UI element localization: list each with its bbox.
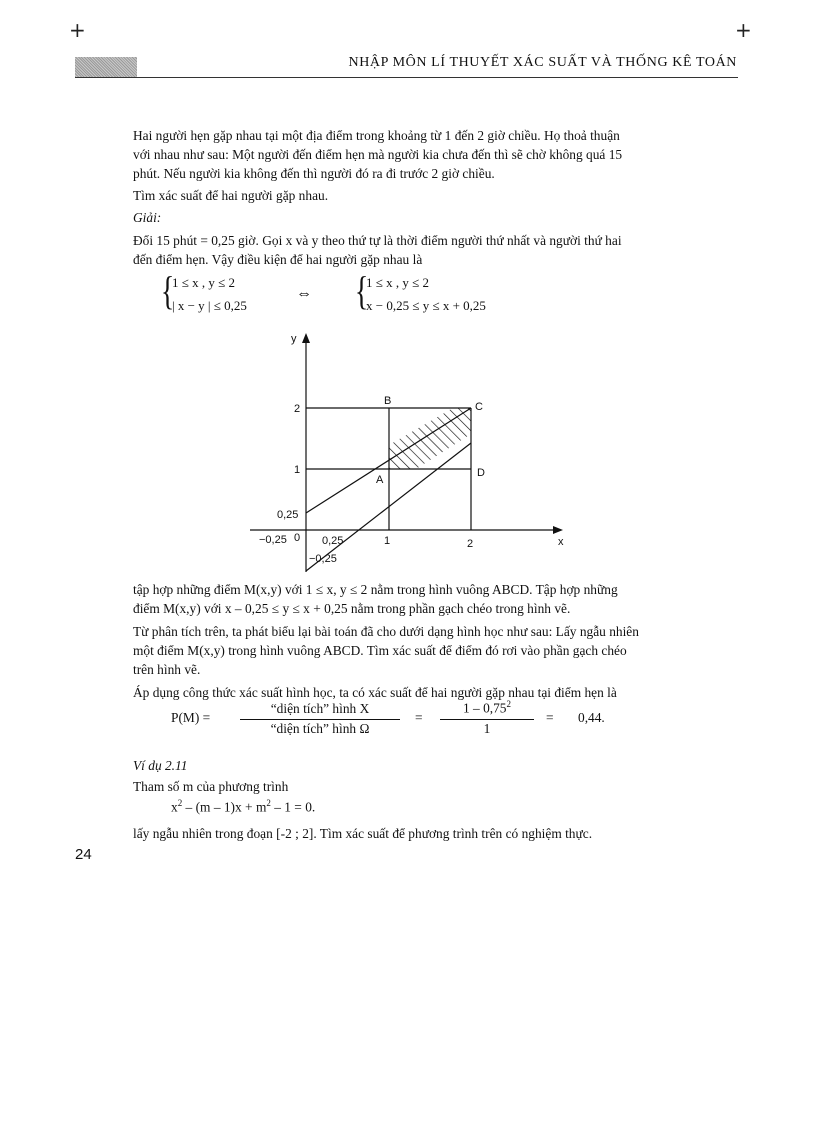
system-right-1: 1 ≤ x , y ≤ 2: [366, 275, 430, 290]
x-axis-label: x: [558, 536, 564, 548]
after-line-3: Từ phân tích trên, ta phát biểu lại bài toán đã cho dưới dạng hình học như sau: Lấy ngẫu nhiên: [133, 624, 639, 639]
system-left-2: | x − y | ≤ 0,25: [172, 298, 247, 313]
x-tick-0-25: 0,25: [322, 535, 344, 547]
point-C-label: C: [475, 401, 483, 413]
problem-question: Tìm xác suất để hai người gặp nhau.: [133, 188, 329, 203]
example-label: Ví dụ 2.11: [133, 758, 188, 773]
crop-mark-right: +: [735, 18, 752, 42]
y-tick-0-25: 0,25: [277, 509, 299, 521]
hatched-region: [389, 408, 471, 469]
solution-line-1: Đổi 15 phút = 0,25 giờ. Gọi x và y theo thứ tự là thời điểm người thứ nhất và người thứ hai: [133, 233, 622, 248]
point-D-label: D: [477, 467, 485, 479]
crop-mark-left: +: [69, 18, 86, 42]
solution-line-2: đến điểm hẹn. Vậy điều kiện để hai người gặp nhau là: [133, 252, 423, 267]
running-header: NHẬP MÔN LÍ THUYẾT XÁC SUẤT VÀ THỐNG KÊ TOÁN: [348, 55, 737, 70]
after-line-6: Áp dụng công thức xác suất hình học, ta có xác suất để hai người gặp nhau tại điểm hẹn là: [133, 685, 617, 700]
after-line-4: một điểm M(x,y) trong hình vuông ABCD. Tìm xác suất để điểm đó rơi vào phần gạch chéo: [133, 643, 627, 658]
point-A-label: A: [376, 474, 384, 486]
example-equation: $x^2 - (m - 1)x + m^2 - 1 = 0$.: [171, 798, 316, 815]
formula-den-1: “diện tích” hình Ω: [270, 721, 370, 736]
x-axis-arrow: [553, 526, 563, 534]
after-line-5: trên hình vẽ.: [133, 662, 201, 677]
solution-label: Giải:: [133, 210, 162, 225]
formula-result: 0,44.: [578, 710, 605, 725]
meeting-region-figure: [240, 325, 580, 575]
problem-line-2: với nhau như sau: Một người đến điểm hẹn mà người kia chưa đến thì sẽ chờ không quá 15: [133, 147, 623, 162]
point-B-label: B: [384, 395, 392, 407]
page-number: 24: [75, 846, 92, 863]
formula-eq-2: =: [546, 710, 554, 725]
formula-eq-1: =: [415, 710, 423, 725]
y-tick-2: 2: [294, 403, 301, 415]
fraction-bar-2: [440, 719, 534, 720]
y-tick-neg-0-25: −0,25: [309, 553, 337, 565]
after-line-2: điểm M(x,y) với x – 0,25 ≤ y ≤ x + 0,25 nằm trong phần gạch chéo trong hình vẽ.: [133, 601, 571, 616]
equivalence-arrow: ⇔: [296, 285, 312, 302]
y-axis-arrow: [302, 333, 310, 343]
header-bar: [75, 57, 137, 77]
problem-line-1: Hai người hẹn gặp nhau tại một địa điểm trong khoảng từ 1 đến 2 giờ chiều. Họ thoả thuận: [133, 128, 620, 143]
system-left-1: 1 ≤ x , y ≤ 2: [172, 275, 236, 290]
formula-num-2: 1 – 0,75$^2$: [462, 699, 512, 716]
example-line-1: Tham số m của phương trình: [133, 779, 289, 794]
after-line-1: tập hợp những điểm M(x,y) với 1 ≤ x, y ≤ 2 nằm trong hình vuông ABCD. Tập hợp những: [133, 582, 618, 597]
y-axis-label: y: [291, 333, 297, 345]
right-brace: {: [354, 268, 369, 313]
fraction-bar-1: [240, 719, 400, 720]
origin-label: 0: [294, 532, 301, 544]
formula-den-2: 1: [483, 721, 491, 736]
formula-num-1: “diện tích” hình X: [270, 701, 370, 716]
x-tick-neg-0-25: −0,25: [259, 534, 287, 546]
example-line-2: lấy ngẫu nhiên trong đoạn [-2 ; 2]. Tìm xác suất để phương trình trên có nghiệm thực.: [133, 826, 593, 841]
y-tick-1: 1: [294, 464, 301, 476]
left-brace: {: [160, 268, 175, 313]
problem-line-3: phút. Nếu người kia không đến thì người đó ra đi trước 2 giờ chiều.: [133, 166, 495, 181]
x-tick-1: 1: [384, 535, 391, 547]
x-tick-2: 2: [467, 538, 474, 550]
formula-lhs: P(M) =: [171, 710, 211, 725]
header-rule: [75, 77, 738, 78]
system-right-2: x − 0,25 ≤ y ≤ x + 0,25: [366, 298, 486, 313]
